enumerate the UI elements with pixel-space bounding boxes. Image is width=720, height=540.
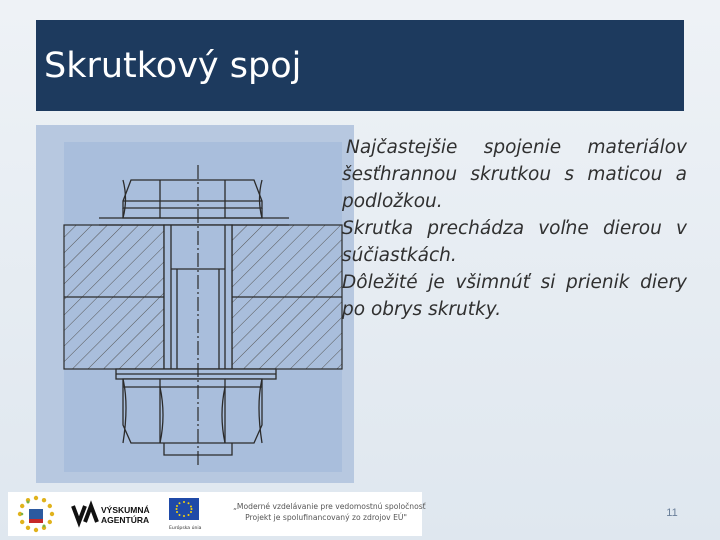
paragraph-1: Najčastejšie spojenie materiálov šesťhrannou skrutkou s maticou a podložkou.: [342, 137, 687, 212]
page-number: 11: [666, 507, 678, 519]
bolt-joint-drawing: [36, 125, 354, 483]
title-bar: [36, 20, 684, 111]
paragraph-2: Skrutka prechádza voľne dierou v súčiastkách.: [342, 218, 687, 266]
bolt-joint-figure: [36, 125, 354, 483]
slide-title: Skrutkový spoj: [44, 46, 302, 86]
slogan-line-2: Projekt je spolufinancovaný zo zdrojov EÚ": [245, 513, 407, 522]
eu-stars-circle-icon: [14, 492, 58, 536]
eu-flag-icon: [166, 492, 208, 536]
paragraph-3: Dôležité je všimnúť si prienik diery po obrys skrutky.: [342, 272, 687, 320]
vyskumna-agentura-logo-icon: [70, 492, 150, 536]
washer: [116, 369, 276, 379]
agency-name-line1: VÝSKUMNÁ: [101, 505, 150, 515]
eu-caption: Európska únia: [169, 526, 202, 531]
slogan-line-1: „Moderné vzdelávanie pre vedomostnú spoločnosť: [233, 502, 426, 511]
footer-logo-strip: [8, 492, 426, 536]
nut: [123, 379, 262, 443]
body-text: [342, 134, 687, 323]
project-slogan: [233, 501, 426, 523]
agency-name-line2: AGENTÚRA: [101, 515, 150, 525]
